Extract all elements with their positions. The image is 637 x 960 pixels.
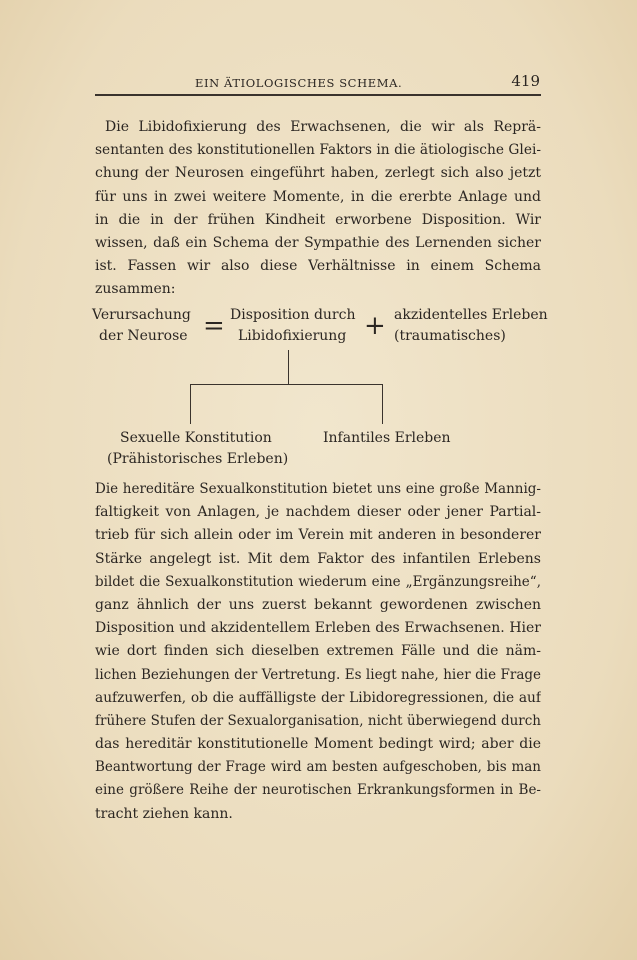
schema-accidental-line2: (traumatisches) bbox=[394, 328, 506, 344]
text-line: das hereditär konstitutionelle Moment bedingt wird; aber die bbox=[95, 736, 541, 753]
text-line: frühere Stufen der Sexualorganisation, nicht überwiegend durch bbox=[95, 712, 541, 729]
text-line: trieb für sich allein oder im Verein mit anderen in besonderer bbox=[95, 527, 541, 544]
running-title: EIN ÄTIOLOGISCHES SCHEMA. bbox=[195, 76, 403, 90]
text-line: ganz ähnlich der uns zuerst bekannt gewordenen zwischen bbox=[95, 596, 541, 613]
schema-branch-line bbox=[190, 384, 383, 385]
text-line: wie dort finden sich dieselben extremen Fälle und die näm- bbox=[95, 643, 541, 660]
text-line: wissen, daß ein Schema der Sympathie des Lernenden sicher bbox=[95, 234, 541, 251]
text-line: sentanten des konstitutionellen Faktors in die ätiologische Glei- bbox=[95, 142, 541, 159]
schema-cause-line1: Verursachung bbox=[92, 307, 191, 323]
text-line: eine größere Reihe der neurotischen Erkrankungsformen in Be- bbox=[95, 782, 541, 799]
text-line: Beantwortung der Frage wird am besten aufgeschoben, bis man bbox=[95, 759, 541, 776]
text-line: tracht ziehen kann. bbox=[95, 805, 233, 822]
text-line: Disposition und akzidentellem Erleben des Erwachsenen. Hier bbox=[95, 620, 541, 637]
schema-sexual-line2: (Prähistorisches Erleben) bbox=[107, 451, 289, 467]
text-line: chung der Neurosen eingeführt haben, zerlegt sich also jetzt bbox=[95, 165, 541, 182]
schema-disposition-line2: Libidofixierung bbox=[238, 328, 347, 344]
schema-accidental-line1: akzidentelles Erleben bbox=[394, 307, 548, 323]
text-line: ist. Fassen wir also diese Verhältnisse in einem Schema bbox=[95, 258, 541, 275]
page-number: 419 bbox=[511, 72, 540, 90]
text-line: zusammen: bbox=[95, 281, 176, 298]
text-line: für uns in zwei weitere Momente, in die ererbte Anlage und bbox=[95, 188, 541, 205]
schema-infantile: Infantiles Erleben bbox=[323, 430, 451, 446]
schema-stem-line bbox=[288, 350, 289, 384]
text-line: Die hereditäre Sexualkonstitution bietet uns eine große Mannig- bbox=[95, 481, 541, 497]
schema-left-drop-line bbox=[190, 384, 191, 424]
paragraph-2 bbox=[95, 478, 541, 826]
schema-cause-line2: der Neurose bbox=[99, 328, 188, 344]
schema-sexual-line1: Sexuelle Konstitution bbox=[120, 430, 272, 446]
text-line: Stärke angelegt ist. Mit dem Faktor des infantilen Erlebens bbox=[95, 550, 541, 567]
text-line: lichen Beziehungen der Vertretung. Es liegt nahe, hier die Frage bbox=[95, 666, 541, 683]
schema-right-drop-line bbox=[382, 384, 383, 424]
text-line: bildet die Sexualkonstitution wiederum eine „Ergänzungsreihe“, bbox=[95, 573, 541, 590]
text-line: Die Libidofixierung des Erwachsenen, die wir als Reprä- bbox=[105, 119, 541, 135]
schema-disposition-line1: Disposition durch bbox=[230, 307, 356, 323]
equals-sign: = bbox=[203, 311, 225, 341]
plus-sign: + bbox=[364, 311, 386, 341]
text-line: aufzuwerfen, ob die auffälligste der Libidoregressionen, die auf bbox=[95, 689, 541, 706]
text-line: faltigkeit von Anlagen, je nachdem dieser oder jener Partial- bbox=[95, 504, 541, 521]
text-line: in die in der frühen Kindheit erworbene Disposition. Wir bbox=[95, 211, 541, 228]
